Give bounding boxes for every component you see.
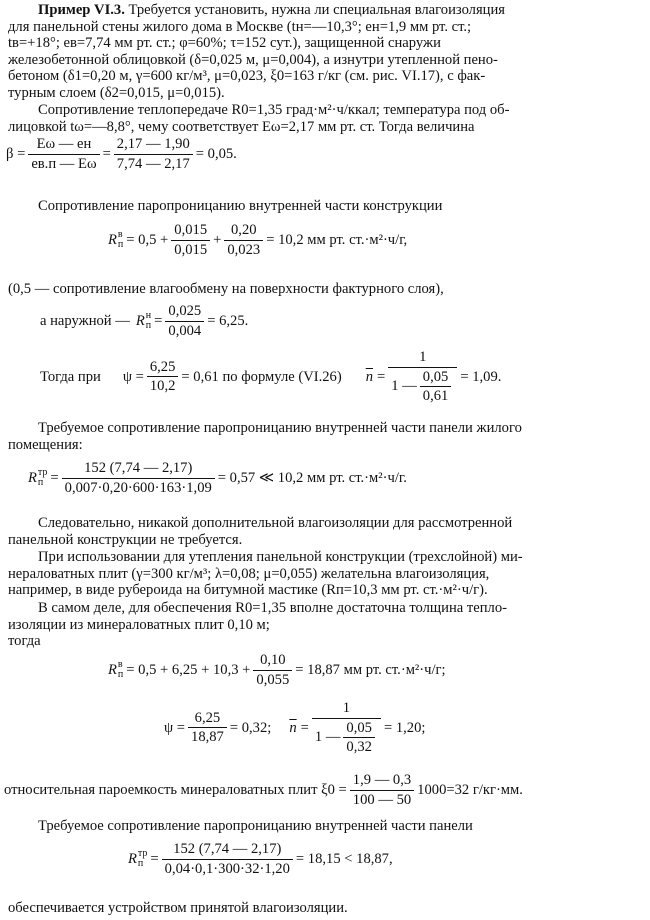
- fraction: $\frac{2,17 — 1,90}{7,74 — 2,17}$: [114, 136, 193, 172]
- fraction: $\frac{0,025}{0,004}$: [165, 303, 204, 339]
- equation-vapor-capacity: относительная пароемкость минераловатных плит ξ0 = $\frac{1,9 — 0,3}{100 — 50}$ 1000=32 г/кг·мм.: [4, 772, 523, 808]
- equation-rp-required-2: R тр п = $\frac{152 (7,74 — 2,17)}{0,04\cdot 0,1\cdot 300\cdot 32\cdot 1,20}$ = 18,15 < 18,87,: [128, 841, 393, 877]
- fraction: 1 1 — 0,05 0,61: [388, 349, 457, 405]
- equation-rp-required-1: R тр п = $\frac{152 (7,74 — 2,17)}{0,007\cdot 0,20\cdot 600\cdot 163\cdot 1,09}$ = 0,57 ≪ 10,2 мм рт. ст.·м²·ч/г.: [28, 460, 407, 496]
- equation-rp-outer: а наружной — R н п = $\frac{0,025}{0,004}$ = 6,25.: [40, 303, 249, 339]
- fraction: Eω — eн eв.п — Eω: [28, 136, 99, 172]
- fraction: $\frac{0,10}{0,055}$: [253, 652, 292, 688]
- fraction: $\frac{152 (7,74 — 2,17)}{0,04\cdot 0,1\cdot 300\cdot 32\cdot 1,20}$: [162, 841, 293, 877]
- fraction: $\frac{1,9 — 0,3}{100 — 50}$: [350, 772, 414, 808]
- example-title: Пример VI.3.: [38, 2, 125, 18]
- fraction: 1 1 — 0,05 0,32: [312, 700, 381, 756]
- equation-beta: β = Eω — eн eв.п — Eω = $\frac{2,17 — 1,90}{7,74 — 2,17}$ = 0,05.: [6, 136, 237, 172]
- equation-rp-inner: R в п = 0,5 + $\frac{0,015}{0,015}$ + $\frac{0,20}{0,023}$ = 10,2 мм рт. ст.·м²·ч/г,: [108, 222, 408, 258]
- fraction: $\frac{152 (7,74 — 2,17)}{0,007\cdot 0,20\cdot 600\cdot 163\cdot 1,09}$: [62, 460, 215, 496]
- equation-rp-inner-2: R в п = 0,5 + 6,25 + 10,3 + $\frac{0,10}{0,055}$ = 18,87 мм рт. ст.·м²·ч/г;: [108, 652, 446, 688]
- required-resistance-panel: Требуемое сопротивление паропроницанию внутренней части панели: [38, 818, 473, 834]
- equation-psi-2: ψ = $\frac{6,25}{18,87}$ = 0,32; $\overline{n}$ = 1 1 — 0,05 0,32 = 1,20;: [164, 700, 426, 756]
- fraction: $\frac{6,25}{18,87}$: [188, 710, 227, 746]
- vapor-resistance-heading: Сопротивление паропроницанию внутренней части конструкции: [38, 198, 443, 214]
- conclusion-paragraph: Следовательно, никакой дополнительной влагоизоляции для рассмотренной панельной конструкции не требуется.: [8, 515, 513, 548]
- equation-psi-1: Тогда при ψ = $\frac{6,25}{10,2}$ = 0,61 по формуле (VI.26) $\overline{n}$ = 1 1 — 0,05 0,61 = 1,09.: [40, 349, 502, 405]
- resistance-paragraph: Сопротивление теплопередаче R0=1,35 град·м²·ч/ккал; температура под об- лицовкой tω=—8,8°, чему соответствует Eω=2,17 мм рт. ст. Тогда величина: [8, 102, 510, 135]
- fraction: $\frac{0,015}{0,015}$: [171, 222, 210, 258]
- mineral-wool-paragraph: При использовании для утепления панельной конструкции (трехслойной) ми- нераловатных плит (γ=300 кг/м³; λ=0,08; μ=0,055) желательна влагоизоляция, например, в виде рубероида на битумной мастике (Rп=10,3 мм рт. ст.·м²·ч/г).: [8, 549, 523, 599]
- fraction: $\frac{6,25}{10,2}$: [147, 359, 179, 395]
- example-intro-paragraph: Пример VI.3. Требуется установить, нужна ли специальная влагоизоляция для панельной стены жилого дома в Москве (tн=—10,3°; eн=1,9 мм рт. ст.; tв=+18°; eв=7,74 мм рт. ст.; φ=60%; τ=152 сут.), защищенной снаружи железобетонной облицовкой (δ=0,025 м, μ=0,004), а изнутри утепленной пено- бетоном (δ1=0,20 м, γ=600 кг/м³, μ=0,023, ξ0=163 г/кг (см. рис. VI.17), с фак- турным слоем (δ2=0,015, μ=0,015).: [8, 2, 505, 101]
- fraction: $\frac{0,20}{0,023}$: [224, 222, 263, 258]
- required-resistance-paragraph: Требуемое сопротивление паропроницанию внутренней части панели жилого помещения:: [8, 420, 522, 453]
- thickness-paragraph: В самом деле, для обеспечения R0=1,35 вполне достаточна толщина тепло- изоляции из минераловатных плит 0,10 м; тогда: [8, 600, 507, 650]
- note-paragraph: (0,5 — сопротивление влагообмену на поверхности фактурного слоя),: [8, 281, 444, 297]
- final-line: обеспечивается устройством принятой влагоизоляции.: [8, 900, 348, 916]
